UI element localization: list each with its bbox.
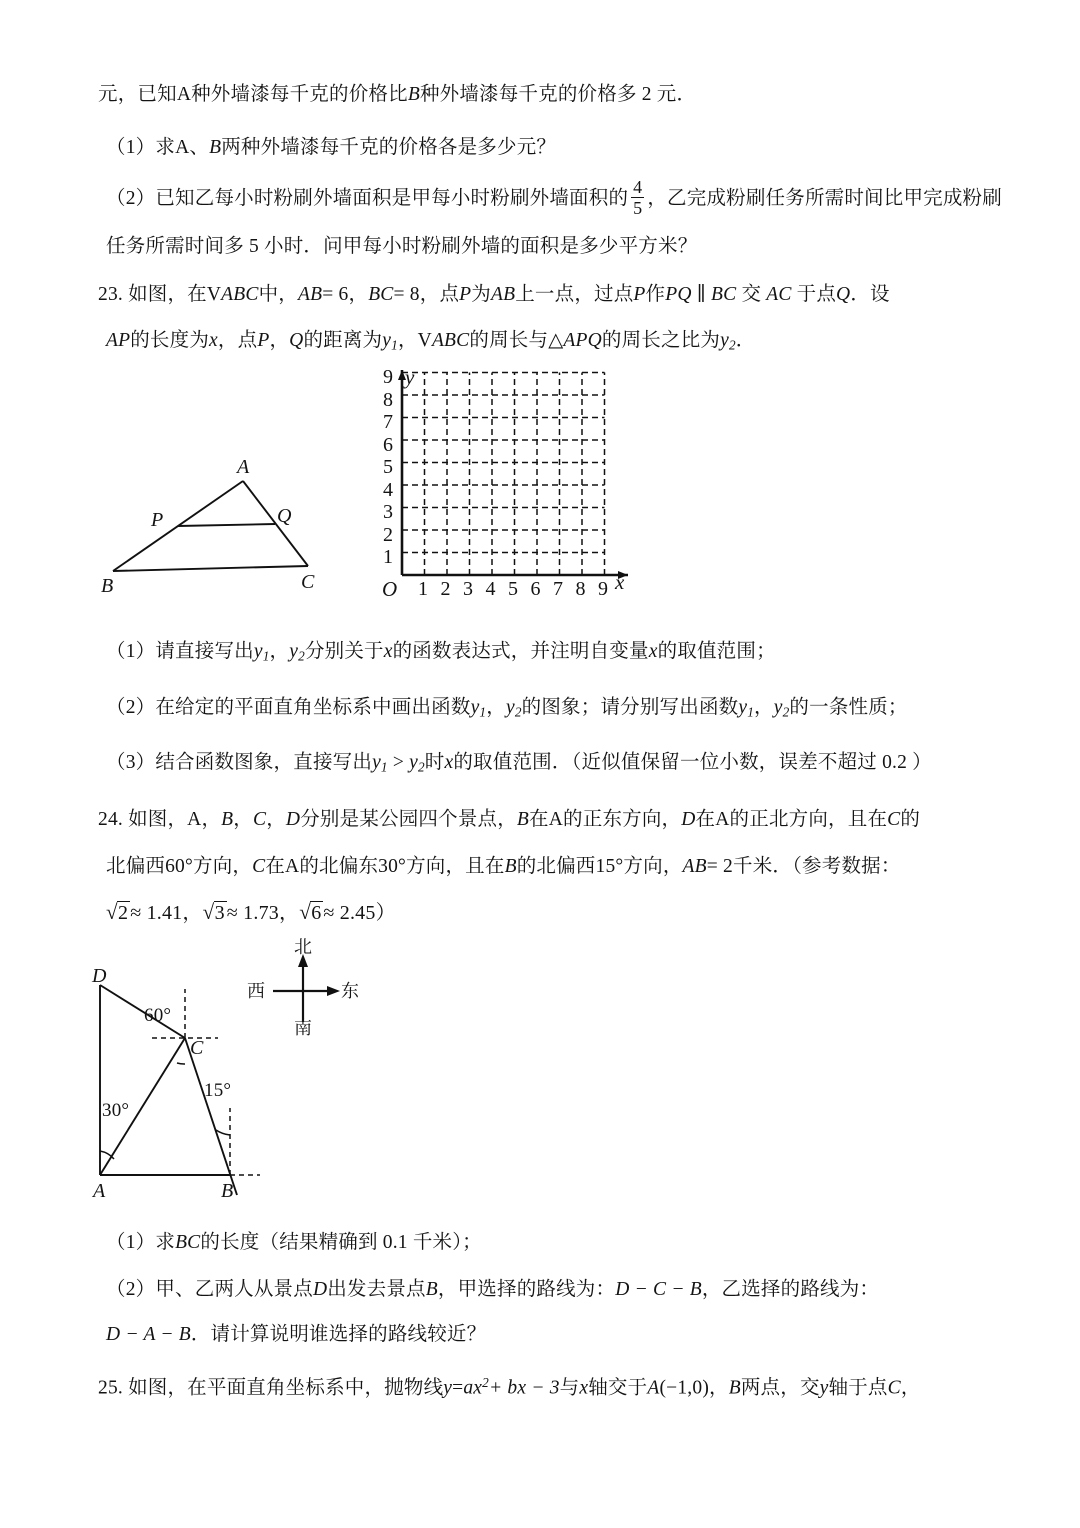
q22-part2-line2: 任务所需时间多 5 小时．问甲每小时粉刷外墙的面积是多少平方米？: [106, 236, 698, 257]
q25-c: 轴交于: [588, 1377, 648, 1399]
q23-sub1-x: x: [383, 641, 393, 662]
ref-comma-2: ，: [278, 902, 300, 924]
q23-sub2-y2-sub: 2: [514, 704, 522, 720]
q24-A-2: A: [548, 809, 564, 830]
q23-stem2-f: 的周长与: [469, 330, 549, 351]
y-tick-5: 5: [383, 456, 394, 478]
q25-d: ，: [709, 1377, 729, 1399]
sqrt-2-approx: ≈ 1.41: [130, 902, 183, 924]
segment-PQ: [178, 524, 275, 526]
angle-arc-B: [216, 1130, 230, 1135]
sqrt-6-approx: ≈ 2.45: [323, 902, 376, 924]
q23-sub2-y1b: y: [738, 697, 748, 718]
q23-stem-b: 中，: [258, 284, 299, 305]
q23-sub2-c: 的图象；请分别写出函数: [521, 697, 739, 718]
triangle-label-B: B: [101, 575, 114, 597]
sqrt-3-approx: ≈ 1.73: [226, 902, 279, 924]
q23-comma2: ，点: [419, 284, 460, 305]
q24-stem-a: 如图，: [128, 809, 188, 830]
q23-stem2-d: 的距离为: [303, 330, 383, 351]
q25-number: 25.: [98, 1377, 123, 1399]
q24-number: 24.: [98, 809, 123, 830]
angle-60-value: 60°: [165, 856, 194, 877]
y-axis-label: y: [405, 365, 415, 389]
q24-sub2-b: 出发去景点: [327, 1279, 426, 1300]
q23-sub3-y1: y: [372, 752, 381, 773]
parallel-icon: ∥: [696, 284, 706, 305]
q22-var-A: A: [175, 137, 190, 158]
park-angle-15: 15°: [204, 1080, 232, 1101]
q24-stem2-g: 方向，: [623, 856, 683, 877]
q23-stem2-g: 的周长之比为: [601, 330, 721, 351]
q23-AB: AB: [298, 284, 323, 305]
sqrt-6: [299, 898, 323, 928]
q23-BC-value: = 8: [393, 284, 420, 305]
q22-part2-a: （2）已知乙每小时粉刷外墙面积是甲每小时粉刷外墙面积的: [106, 187, 629, 209]
park-label-A: A: [93, 1180, 106, 1202]
q23-sub1-x2: x: [648, 641, 658, 662]
q23-ABC: ABC: [221, 284, 259, 305]
sqrt-3: [203, 898, 227, 928]
q25-b: 与: [559, 1377, 580, 1399]
q25-B: B: [728, 1377, 741, 1399]
q23-sub3-a: （3）结合函数图象，直接写出: [106, 752, 373, 773]
q23-sub1-b: ，: [269, 641, 290, 662]
x-tick-8: 8: [575, 578, 586, 600]
q23-sub2-y2b-sub: 2: [782, 704, 790, 720]
q23-sub3: [106, 748, 932, 778]
compass-label-east: 东: [341, 981, 360, 1001]
q23-stem2-a: 的长度为: [130, 330, 210, 351]
park-angle-30: 30°: [102, 1100, 130, 1121]
q25-C: C: [887, 1377, 901, 1399]
paint-b-label: B: [407, 84, 420, 105]
q24-B-3: B: [504, 856, 517, 877]
y-tick-6: 6: [383, 433, 394, 456]
intro-text-a: 元，已知: [98, 84, 177, 105]
q23-stem-line2: [106, 326, 756, 356]
q25-bx: + bx − 3: [488, 1377, 560, 1399]
q22-part1-c: 两种外墙漆每千克的价格各是多少元？: [221, 137, 557, 158]
park-label-D: D: [92, 965, 107, 987]
q23-AP: AP: [106, 330, 131, 351]
coordinate-grid-svg: [370, 368, 635, 618]
q24-stem2-a: 北偏西: [106, 856, 166, 877]
q23-ABC-2: ABC: [431, 330, 470, 351]
q24-sub1: [106, 1228, 482, 1257]
q23-sub3-y2-sub: 2: [417, 759, 425, 775]
q23-tri-glyph: V: [206, 284, 222, 305]
sqrt-3-radicand: 3: [214, 902, 225, 924]
q23-BC-2: BC: [711, 284, 737, 305]
q23-APQ: APQ: [563, 330, 602, 351]
q23-sub3-c: 的取值范围．（近似值保留一位小数，误差不超过 0.2 ）: [453, 752, 932, 773]
q24-sub2-c: ，甲选择的路线为：: [437, 1279, 616, 1300]
q24-A: A: [187, 809, 202, 830]
q25-eq: =: [452, 1377, 464, 1399]
q25-y: y: [443, 1377, 453, 1399]
grid-lines: [402, 373, 605, 576]
q24-stem2-d: 的北偏东: [299, 856, 379, 877]
q24-AB: AB: [682, 856, 707, 877]
coordinate-grid-figure: [370, 365, 635, 618]
q23-sub2: [106, 693, 908, 723]
q24-stem2-e: 方向，且在: [406, 856, 505, 877]
ref-comma-1: ，: [182, 902, 203, 924]
paint-a-label: A: [176, 84, 192, 105]
q23-sub2-a: （2）在给定的平面直角坐标系中画出函数: [106, 697, 471, 718]
y-tick-3: 3: [383, 501, 394, 523]
q25-ax-exponent: 2: [482, 1375, 489, 1390]
q24-stem-j: 的: [900, 809, 921, 830]
q23-stem2-e: ，: [397, 330, 418, 351]
q24-stem2-c: 在: [265, 856, 286, 877]
q23-sub1-a: （1）请直接写出: [106, 641, 254, 662]
q23-sub2-y1b-sub: 1: [747, 704, 755, 720]
x-tick-4: 4: [485, 578, 496, 600]
angle-30-value: 30°: [378, 856, 407, 877]
q24-sub3-a: ．请计算说明谁选择的路线较近？: [190, 1324, 487, 1345]
q24-stem-b: ，: [201, 809, 222, 830]
q24-stem-line1: [98, 805, 920, 834]
q23-y2: y: [720, 330, 729, 351]
q23-AC: AC: [766, 284, 792, 305]
park-label-C: C: [190, 1037, 204, 1059]
q24-sub2-line2: [106, 1320, 486, 1349]
q23-sub1-y2: y: [289, 641, 299, 662]
q23-stem2-c: ，: [269, 330, 290, 351]
q23-sub2-y2: y: [505, 697, 515, 718]
segment-BC: [113, 566, 308, 571]
q24-stem-h: 在: [695, 809, 716, 830]
q22-part2-b: ，乙完成粉刷任务所需时间比甲完成粉刷: [647, 187, 1002, 209]
q23-sub1-d: 的函数表达式，并注明自变量: [392, 641, 649, 662]
q23-sub3-y1-sub: 1: [380, 759, 388, 775]
triangle-label-P: P: [151, 509, 164, 531]
q23-BC: BC: [368, 284, 394, 305]
angle-arc-C: [177, 1063, 185, 1064]
q24-A-3: A: [715, 809, 730, 830]
intro-text-b: 种外墙漆每千克的价格比: [191, 84, 408, 105]
paragraph-intro-line: [98, 80, 696, 109]
q23-sub3-b: 时: [424, 752, 445, 773]
q24-stem-e: 分别是某公园四个景点，: [300, 809, 517, 830]
q24-reference-values: [106, 898, 396, 928]
compass-figure: [245, 937, 365, 1050]
q24-sub1-BC: BC: [175, 1232, 201, 1253]
q23-x: x: [209, 330, 218, 351]
q23-stem-f: 交: [741, 284, 762, 305]
q23-sub1-e: 的取值范围；: [657, 641, 776, 662]
q22-part1: [106, 133, 556, 162]
y-tick-7: 7: [383, 411, 394, 433]
q25-x: x: [579, 1377, 589, 1399]
q23-stem-h: ．设: [850, 284, 890, 305]
y-tick-4: 4: [383, 478, 394, 501]
q23-P-3: P: [257, 330, 270, 351]
x-tick-9: 9: [598, 578, 609, 600]
q23-sub2-e: 的一条性质；: [789, 697, 908, 718]
triangle-figure: [95, 448, 345, 597]
fraction-four-fifths: [631, 178, 644, 217]
q24-D: D: [285, 809, 301, 830]
park-angle-60: 60°: [144, 1005, 172, 1026]
x-axis-label: x: [615, 570, 625, 594]
q23-tri-glyph-2: V: [417, 330, 432, 351]
q23-sub3-y2: y: [409, 752, 418, 773]
compass-label-west: 西: [247, 981, 266, 1001]
q25-g: ，: [900, 1377, 921, 1399]
greater-than-icon: >: [392, 752, 405, 773]
q23-sub1-y1: y: [253, 641, 263, 662]
q25-A-coordinate: (−1,0): [659, 1377, 710, 1399]
q24-sub2-a: （2）甲、乙两人从景点: [106, 1279, 313, 1300]
q22-var-B: B: [209, 137, 222, 158]
q25-e: 两点，交: [740, 1377, 820, 1399]
q24-stem-line2: [106, 852, 901, 881]
fraction-numerator: 4: [633, 177, 643, 197]
q22-part2-line1: [106, 177, 1002, 219]
q23-stem-a: 如图，在: [128, 284, 207, 305]
ref-close-paren: ）: [375, 902, 396, 924]
q24-C: C: [253, 809, 267, 830]
q24-stem2-h: 千米．（参考数据：: [733, 856, 901, 877]
q25-ax: ax: [463, 1377, 483, 1399]
q24-sub1-a: （1）求: [106, 1232, 176, 1253]
x-tick-1: 1: [418, 578, 429, 600]
angle-15-value: 15°: [595, 856, 624, 877]
compass-east-arrow: [327, 986, 340, 996]
route-yi: D − A − B: [106, 1324, 191, 1345]
x-tick-6: 6: [530, 578, 541, 600]
q23-stem-e: 作: [645, 284, 666, 305]
q23-stem2-h: ．: [735, 330, 756, 351]
q24-stem-i: 的正北方向，且在: [729, 809, 888, 830]
q25-a: 如图，在平面直角坐标系中，抛物线: [128, 1377, 444, 1399]
q24-B: B: [221, 809, 234, 830]
q25-y-axis: y: [819, 1377, 829, 1399]
q24-stem-c: ，: [233, 809, 253, 830]
q23-number: 23.: [98, 284, 123, 305]
q24-sub2-D: D: [312, 1279, 328, 1300]
compass-label-south: 南: [294, 1018, 313, 1038]
q23-stem-d: 上一点，过点: [515, 284, 634, 305]
sqrt-6-radicand: 6: [311, 902, 322, 924]
q24-sub2-line1: [106, 1275, 879, 1304]
q23-sub2-d: ，: [754, 697, 774, 718]
q23-sub1-y1-sub: 1: [262, 648, 270, 664]
sqrt-2: [106, 898, 130, 928]
q23-stem-g: 于点: [796, 284, 837, 305]
q25-A: A: [647, 1377, 660, 1399]
q23-y1: y: [382, 330, 392, 351]
q23-sub1-c: 分别关于: [304, 641, 384, 662]
q23-AB-value: = 6: [322, 284, 349, 305]
q22-part1-b: 、: [189, 137, 210, 158]
q25-f: 轴于点: [828, 1377, 888, 1399]
origin-label: O: [382, 577, 398, 601]
q23-stem-c: 为: [471, 284, 491, 305]
q23-stem-line1: [98, 280, 890, 309]
route-gia: D − C − B: [615, 1279, 702, 1300]
sqrt-2-radicand: 2: [118, 902, 129, 924]
q22-part1-a: （1）求: [106, 137, 176, 158]
q23-sub3-x: x: [444, 752, 454, 773]
q23-sub1-y2-sub: 2: [298, 648, 305, 664]
q24-sub1-b: 的长度（结果精确到 0.1 千米）；: [200, 1232, 482, 1253]
q24-sub2-d: ，乙选择的路线为：: [701, 1279, 880, 1300]
q23-Q: Q: [836, 284, 851, 305]
q24-C-3: C: [252, 856, 266, 877]
x-tick-2: 2: [440, 578, 451, 600]
q23-comma1: ，: [348, 284, 369, 305]
x-tick-3: 3: [463, 578, 474, 600]
compass-label-north: 北: [294, 937, 313, 957]
q23-sub1: [106, 637, 776, 667]
y-tick-2: 2: [383, 523, 394, 546]
segment-AC: [243, 481, 308, 566]
q24-stem-g: 的正东方向，: [563, 809, 682, 830]
q23-sub2-y2b: y: [773, 697, 783, 718]
q23-sub2-y1: y: [470, 697, 480, 718]
triangle-label-Q: Q: [277, 505, 292, 527]
y-tick-9: 9: [383, 366, 394, 388]
q23-P: P: [459, 284, 472, 305]
segment-DC: [100, 985, 185, 1038]
q23-AB-2: AB: [490, 284, 516, 305]
q24-B-2: B: [516, 809, 530, 830]
triangle-label-C: C: [301, 571, 315, 593]
q23-y1-sub: 1: [391, 337, 398, 353]
q23-sub2-b: ，: [486, 697, 506, 718]
q24-AB-value: = 2: [706, 856, 733, 877]
fraction-denominator: 5: [633, 198, 643, 218]
q24-stem2-f: 的北偏西: [516, 856, 596, 877]
q23-sub2-y1-sub: 1: [479, 704, 487, 720]
park-label-B: B: [221, 1180, 234, 1202]
intro-text-c: 种外墙漆每千克的价格多 2 元．: [419, 84, 697, 105]
q23-P-2: P: [633, 284, 646, 305]
q25-stem: [98, 1373, 921, 1403]
q23-Q-2: Q: [289, 330, 304, 351]
q23-stem2-b: ，点: [217, 330, 258, 351]
triangle-icon: △: [548, 330, 564, 351]
q23-y2-sub: 2: [728, 337, 736, 353]
q24-stem-d: ，: [266, 809, 286, 830]
q23-PQ: PQ: [665, 284, 692, 305]
q24-A-4: A: [285, 856, 300, 877]
q24-stem-f: 在: [529, 809, 549, 830]
q24-stem2-b: 方向，: [193, 856, 253, 877]
x-tick-5: 5: [508, 578, 519, 600]
triangle-label-A: A: [237, 456, 250, 478]
y-tick-1: 1: [383, 546, 394, 568]
x-tick-7: 7: [553, 578, 564, 600]
y-tick-8: 8: [383, 388, 394, 411]
q24-C-2: C: [887, 809, 901, 830]
q24-sub2-B: B: [425, 1279, 438, 1300]
q24-D-2: D: [681, 809, 696, 830]
